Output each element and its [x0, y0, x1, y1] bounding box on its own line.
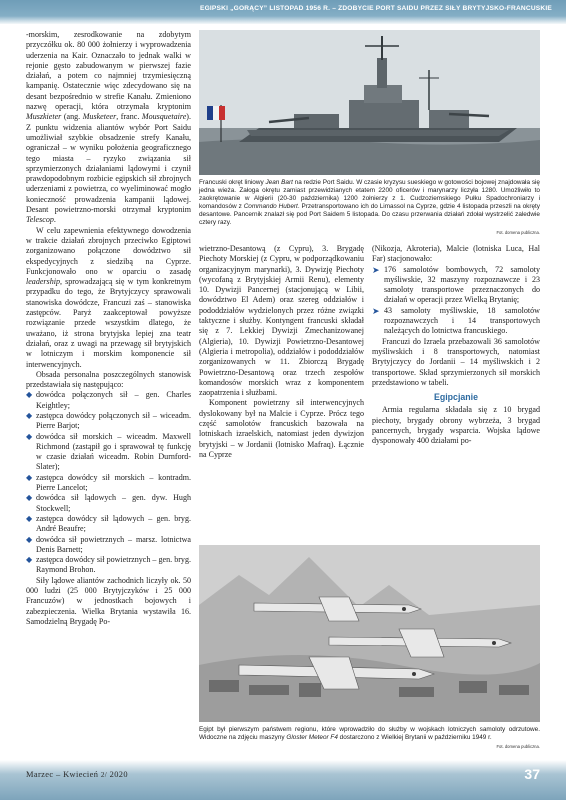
list-item: ◆ zastępca dowódcy sił lądowych – gen. bryg. André Beaufre;	[26, 514, 191, 535]
list-item: ◆ dowódca sił lądowych – gen. dyw. Hugh Stockwell;	[26, 493, 191, 514]
list-item: ◆ zastępca dowódcy sił powietrznych – gen. bryg. Raymond Brohon.	[26, 555, 191, 576]
aircraft-photo	[199, 545, 540, 722]
left-paragraph-1: -morskim, zesrodkowanie na zdobytym przyczółku ok. 80 000 żołnierzy i wyprowadzenia uderzenia na Kair. Oznaczało to jednak walki w rejonie gęsto zabudowanym w pierwszej fazie działań, a potem co najmniej trzymiesięczną kampanię. Ostatecznie więc zdecydowano się na desant bezpośrednio w strefie Kanału. Zmieniono nazwę operacji, która otrzymała kryptonim Muszkieter (ang. Musketeer, franc. Mousquetaire). Z punktu widzenia aliantów wybór Port Saidu umożliwiał szybkie obsadzenie strefy Kanału, ograniczał – w wyniku położenia geograficznego tego miasta – ryzyko związania sił sprzymierzonych działaniami lądowymi i czynił prawdopodobnym rozbicie egipskich sił zbrojnych uderzeniami z powietrza, co wyeliminować mogło konieczność prowadzenia kampanii lądowej. Desant powietrzno-morski otrzymał kryptonim Telescop.	[26, 30, 191, 225]
list-item: ➤ 43 samoloty myśliwskie, 18 samolotów rozpoznawczych i 14 transportowych należących do lotnictwa francuskiego.	[372, 306, 540, 337]
battleship-caption: Francuski okręt liniowy Jean Bart na redzie Port Saidu. W czasie kryzysu sueskiego w gotowości bojowej znajdowała się jedna wieża. Załoga okrętu zamiast przewidzianych etatem 2200 oficerów i marynarzy liczyła 1280. Umożliwiło to zaokrętowanie w Algierii (20-30 października) 1200 żołnierzy z 1. Cudzoziemskiego Pułku Spadochroniarzy i komandosów z Commando Hubert. Przetransportowano ich do Limassol na Cyprze, gdzie 4 listopada przeszli na okręty desantowe. Pancernik znalazł się pod Port Saidem 5 listopada. Do czasu przerwania działań zdołał wystrzelić zaledwie cztery razy.	[199, 179, 540, 226]
photo-credit: Fot. domena publiczna.	[496, 230, 540, 235]
issue-date: Marzec – Kwiecień 2/ 2020	[26, 770, 128, 779]
list-item: ➤ 176 samolotów bombowych, 72 samoloty myśliwskie, 32 maszyny rozpoznawcze i 23 samoloty transportowe przeznaczonych do działań w operacji przez Wielką Brytanię;	[372, 265, 540, 306]
left-paragraph-4: Siły lądowe aliantów zachodnich liczyły ok. 50 000 ludzi (25 000 Brytyjczyków i 25 000 Francuzów) w jednostkach bojowych i zabezpieczenia. Wielka Brytania wystawiła 16. Samodzielną Brygadę Po-	[26, 575, 191, 626]
middle-paragraph-2: Komponent powietrzny sił interwencyjnych dyslokowany był na Malcie i Cyprze. Prócz tego część samolotów francuskich bazowała na lotniskach izraelskich, natomiast jeden dywizjon brytyjski – w Jordanii (lotnisko Mafraq). Łącznie na Cyprze	[199, 398, 364, 459]
footer-band	[0, 760, 566, 800]
commanders-list	[26, 390, 191, 575]
right-paragraph-1: (Nikozja, Akroteria), Malcie (lotniska Luca, Hal Far) stacjonowało:	[372, 244, 540, 264]
list-item: ◆ dowódca sił morskich – wiceadm. Maxwell Richmond (zastąpił go i sprawował tę funkcję w czasie działań wiceadm. Robin Durnford-Slater);	[26, 432, 191, 473]
list-item: ◆ zastępca dowódcy połączonych sił – wiceadm. Pierre Barjot;	[26, 411, 191, 432]
left-paragraph-2: W celu zapewnienia efektywnego dowodzenia w trakcie działań zbrojnych przeciwko Egiptowi zorganizowano połączone dowództwo sił ekspedycyjnych z siedzibą na Cyprze. Funkcjonowało ono w oparciu o zasadę leadership, sprowadzającą się w tym konkretnym przypadku do tego, że Brytyjczycy sprawowali stanowiska dowódcze, Francuzi zaś – stanowiska zastępców. Paryż zaakceptował powyższe rozwiązanie przede wszystkim dlatego, że uważano, iż strona brytyjska lepiej zna teatr działań, oraz z uwagi na przewagę sił brytyjskich w lotniczym i morskim komponencie sił interwencyjnych.	[26, 225, 191, 369]
left-text-column	[26, 30, 191, 627]
header-band	[0, 0, 566, 24]
right-text-column	[372, 244, 540, 447]
list-item: ◆ dowódca połączonych sił – gen. Charles Keightley;	[26, 390, 191, 411]
aircraft-list	[372, 265, 540, 337]
battleship-photo	[199, 30, 540, 175]
battleship-illustration	[199, 30, 540, 175]
list-item: ◆ zastępca dowódcy sił morskich – kontradm. Pierre Lancelot;	[26, 473, 191, 494]
section-title: Egipcjanie	[434, 392, 478, 403]
running-header-title: EGIPSKI „GORĄCY” LISTOPAD 1956 R. – ZDOBYCIE PORT SAIDU PRZEZ SIŁY BRYTYJSKO-FRANCUSKIE	[199, 5, 552, 12]
left-paragraph-3: Obsada personalna poszczególnych stanowisk przedstawiała się następująco:	[26, 369, 191, 390]
jet-aircraft-illustration	[199, 545, 540, 722]
aircraft-caption: Egipt był pierwszym państwem regionu, które wprowadziło do służby w wojskach lotniczych samoloty odrzutowe. Widoczne na zdjęciu maszyny Gloster Meteor F4 dostarczono z Wielkiej Brytanii w październiku 1949 r.	[199, 726, 540, 741]
right-paragraph-3: Armia regularna składała się z 10 brygad piechoty, brygady obrony wybrzeża, 3 brygad pancernych, brygady wsparcia. Wojska lądowe dysponowały 400 działami po-	[372, 405, 540, 446]
photo-credit: Fot. domena publiczna.	[496, 744, 540, 749]
middle-paragraph-1: wietrzno-Desantową (z Cypru), 3. Brygadę Piechoty Morskiej (z Cypru, w podporządkowaniu organizacyjnym marynarki), 3. Dywizję Piechoty (wycofaną z Brytyjskiej Armii Renu), elementy 10. Dywizji Pancernej (stacjonującą w Libii, dowództwo El Adem) oraz szereg oddziałów i pododdziałów wydzielonych przez różne związki taktyczne i służby. Kontyngent francuski składał się z 7. Lekkiej Dywizji Zmechanizowanej (Algieria), 10. Dywizji Powietrzno-Desantowej (Algieria i metropolia), oddziałów i pododdziałów zorganizowanych w 11. Zbiorczą Brygadę Powietrzno-Desantową oraz trzech zespołów komandosów morskich wraz z komponentem zaopatrzenia i służbami.	[199, 244, 364, 398]
list-item: ◆ dowódca sił powietrznych – marsz. lotnictwa Denis Barnett;	[26, 535, 191, 556]
page-number: 37	[524, 766, 540, 782]
middle-text-column	[199, 244, 364, 460]
right-paragraph-2: Francuzi do Izraela przebazowali 36 samolotów myśliwskich i 8 transportowych, natomiast Brytyjczycy do Jordanii – 14 myśliwskich i 2 transportowe. Skład sprzymierzonych sił morskich przedstawiono w tabeli.	[372, 336, 540, 387]
